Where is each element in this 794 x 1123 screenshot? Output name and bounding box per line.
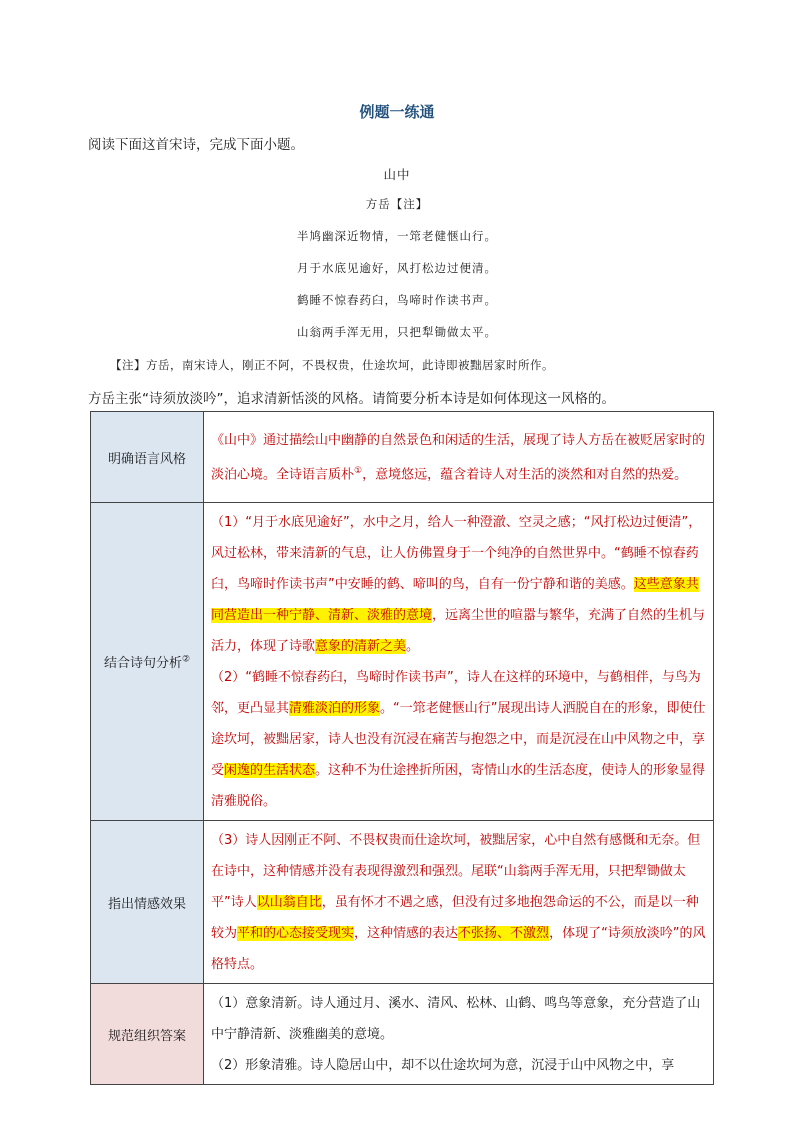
row-label-language-style [91, 412, 204, 503]
row-label-text: 指出情感效果 [107, 896, 186, 912]
content-text: 。 [406, 639, 420, 654]
poem-line: 半鸠幽深近物情，一筇老健惬山行。 [297, 229, 497, 243]
table-row [91, 984, 714, 1085]
highlighted-text: 意象的清新之美 [315, 639, 407, 654]
table-row [91, 412, 714, 503]
highlighted-text: 平和的心态接受现实 [237, 926, 355, 941]
footnote-marker: ① [354, 465, 363, 476]
content-text: （1）“月于水底见逾好”，水中之月，给人一种澄澈、空灵之感；“风打松边过便清”，风过松林，带来清新的气息，让人仿佛置身于一个纯净的自然世界中。“鹤睡不惊舂药臼，鸟啼时作读书声”中安睡的鹤、啼叫的鸟，自有一份宁静和谐的美感。 [211, 515, 702, 592]
instruction-text: 阅读下面这首宋诗，完成下面小题。 [88, 137, 304, 153]
analysis-point-1 [211, 507, 706, 662]
poem-line: 山翁两手浑无用，只把犁锄做太平。 [297, 325, 497, 339]
content-text: 《山中》通过描绘山中幽静的自然景色和闲适的生活，展现了诗人方岳在被贬居家时的淡泊心境。全诗语言质朴 [211, 432, 706, 483]
content-text: ，虽有怀才不遇之感，但没有过多地抱怨命运的不公，而是以一种较为 [211, 895, 699, 941]
content-text: 。这种不为仕途挫折所困，寄情山水的生活态度，使诗人的形象显得清雅脱俗。 [211, 763, 706, 809]
poem-line: 鹤睡不惊舂药臼，鸟啼时作读书声。 [297, 293, 497, 307]
table-row [91, 821, 714, 984]
row-label-text: 结合诗句分析 [103, 656, 182, 671]
highlighted-text: 闲逸的生活状态 [224, 763, 316, 778]
highlighted-text: 不张扬、不激烈 [458, 926, 550, 941]
row-label-text: 规范组织答案 [107, 1028, 186, 1044]
analysis-point-2 [211, 662, 706, 817]
content-text: ，意境悠远，蕴含着诗人对生活的淡然和对自然的热爱。 [362, 467, 688, 483]
row-label-poem-analysis [91, 503, 204, 821]
row-content [204, 821, 714, 984]
row-label-emotion-effect [91, 821, 204, 984]
highlighted-text: 清雅淡泊的形象 [289, 701, 381, 716]
highlighted-text: 以山翁自比 [256, 895, 322, 910]
content-text: ，这种情感的表达 [354, 926, 459, 941]
poem-title: 山中 [383, 167, 411, 182]
footnote-marker: ② [181, 654, 191, 665]
table-row [91, 503, 714, 821]
row-label-organize-answer [91, 984, 204, 1085]
content-text: ，远离尘世的喧嚣与繁华，充满了自然的生机与活力，体现了诗歌 [211, 608, 706, 654]
poem-line: 月于水底见逾好，风打松边过便清。 [297, 261, 497, 275]
row-content [204, 984, 714, 1085]
poem-note: 【注】方岳，南宋诗人，刚正不阿，不畏权贵，仕途坎坷，此诗即被黜居家时所作。 [110, 358, 554, 372]
highlighted-text: 这些意象共同营造出一种宁静、清新、淡雅的意境 [211, 577, 699, 623]
content-text: （2）“鹤睡不惊舂药臼，鸟啼时作读书声”，诗人在这样的环境中，与鹤相伴，与鸟为邻，更凸显其 [211, 670, 701, 716]
question-text: 方岳主张“诗须放淡吟”，追求清新恬淡的风格。请简要分析本诗是如何体现这一风格的。 [88, 391, 615, 407]
page-title: 例题一练通 [359, 103, 435, 121]
content-text: （3）诗人因刚正不阿、不畏权贵而仕途坎坷，被黜居家，心中自然有感慨和无奈。但在诗中，这种情感并没有表现得激烈和强烈。尾联“山翁两手浑无用，只把犁锄做太平”诗人 [211, 833, 701, 910]
poem-author: 方岳【注】 [365, 197, 429, 211]
content-text: ，体现了“诗须放淡吟”的风格特点。 [211, 926, 706, 972]
answer-point-1: （1）意象清新。诗人通过月、溪水、清风、松林、山鹤、鸣鸟等意象，充分营造了山中宁静清新、淡雅幽美的意境。 [211, 996, 701, 1042]
row-content [204, 412, 714, 503]
content-text: 。“一筇老健惬山行”展现出诗人洒脱自在的形象，即使仕途坎坷，被黜居家，诗人也没有沉浸在痛苦与抱怨之中，而是沉浸在山中风物之中，享受 [211, 701, 706, 778]
row-label-text: 明确语言风格 [107, 451, 186, 467]
analysis-table [90, 411, 714, 1085]
answer-point-2: （2）形象清雅。诗人隐居山中，却不以仕途坎坷为意，沉浸于山中风物之中，享 [211, 1058, 675, 1073]
row-content [204, 503, 714, 821]
